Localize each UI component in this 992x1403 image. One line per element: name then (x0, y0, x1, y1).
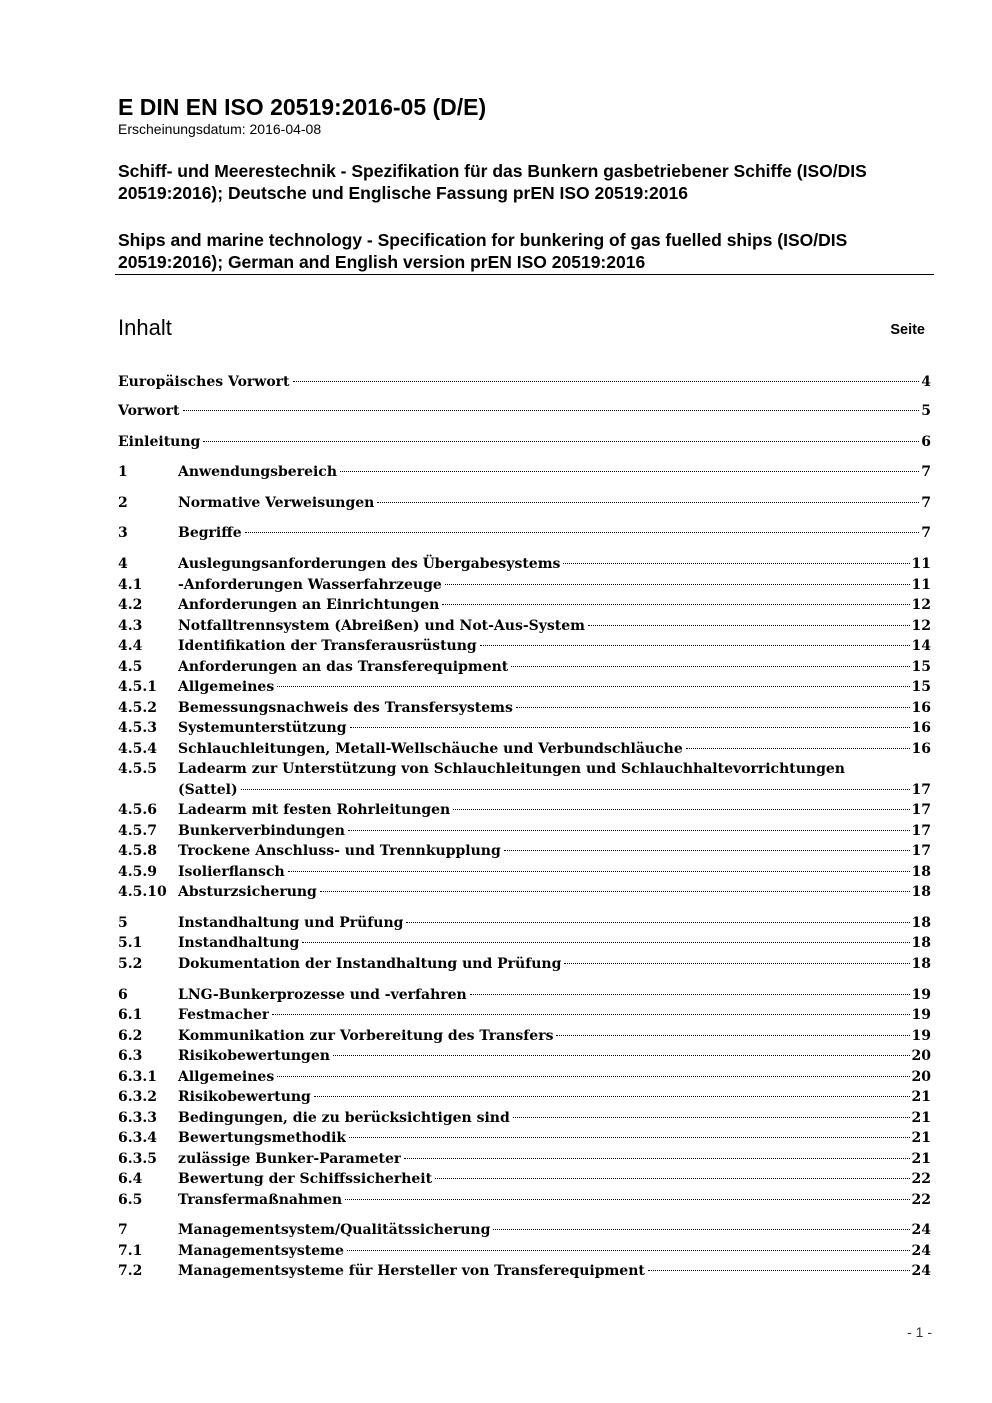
toc-entry-number: 5.2 (118, 956, 143, 972)
title-english: Ships and marine technology - Specification for bunkering of gas fuelled ships (ISO/DIS 20519:2016); German and English version prEN ISO 20519:2016 (118, 230, 848, 272)
toc-entry-number: 4.5.2 (118, 700, 157, 716)
toc-entry-title: LNG-Bunkerprozesse und -verfahren (178, 987, 467, 1003)
toc-entry-title: Allgemeines (178, 679, 275, 695)
toc-entry-number: 5.1 (118, 935, 143, 951)
toc-dot-leader (288, 870, 910, 872)
toc-entry-title: Ladearm mit festen Rohrleitungen (178, 802, 451, 818)
toc-dot-leader (203, 440, 919, 442)
toc-entry-page: 5 (921, 403, 931, 419)
toc-entry-title: Anforderungen an das Transferequipment (178, 659, 509, 675)
toc-entry-number: 4.5.9 (118, 864, 157, 880)
toc-entry[interactable] (118, 575, 931, 596)
toc-entry[interactable] (118, 595, 931, 616)
toc-entry-number: 4.4 (118, 638, 143, 654)
toc-entry-page: 24 (911, 1263, 931, 1279)
toc-entry-number: 4.5.3 (118, 720, 157, 736)
toc-entry-title: Begriffe (178, 525, 242, 541)
toc-entry-page: 17 (911, 802, 931, 818)
toc-entry-title: Bedingungen, die zu berücksichtigen sind (178, 1110, 510, 1126)
toc-dot-leader (293, 380, 920, 382)
toc-dot-leader (241, 788, 910, 790)
toc-entry-page: 16 (911, 700, 931, 716)
toc-entry-page: 15 (911, 659, 931, 675)
toc-entry-title: Identifikation der Transferausrüstung (178, 638, 477, 654)
toc-dot-leader (377, 501, 919, 503)
toc-entry[interactable] (118, 718, 931, 739)
toc-dot-leader (648, 1269, 910, 1271)
toc-entry-title: Einleitung (118, 434, 201, 450)
toc-entry-number: 4.2 (118, 597, 143, 613)
toc-entry[interactable] (118, 1169, 931, 1190)
toc-entry-page: 12 (911, 597, 931, 613)
toc-entry-page: 17 (911, 782, 931, 798)
toc-entry-title: Bewertungsmethodik (178, 1130, 347, 1146)
toc-entry-page: 12 (911, 618, 931, 634)
toc-entry-title: Bewertung der Schiffssicherheit (178, 1171, 433, 1187)
toc-dot-leader (588, 624, 910, 626)
toc-dot-leader (404, 1157, 909, 1159)
toc-dot-leader (511, 665, 909, 667)
toc-entry-title: Instandhaltung und Prüfung (178, 915, 404, 931)
toc-dot-leader (442, 603, 909, 605)
toc-entry-title: Anwendungsbereich (178, 464, 337, 480)
toc-entry[interactable] (118, 1087, 931, 1108)
toc-dot-leader (563, 562, 909, 564)
toc-entry-page: 15 (911, 679, 931, 695)
toc-entry[interactable] (118, 913, 931, 934)
toc-entry[interactable] (118, 1261, 931, 1282)
toc-entry-number: 6.2 (118, 1028, 143, 1044)
toc-entry-title: Bemessungsnachweis des Transfersystems (178, 700, 513, 716)
toc-entry-page: 7 (921, 464, 931, 480)
toc-entry[interactable] (118, 554, 931, 575)
toc-entry-title: Risikobewertungen (178, 1048, 330, 1064)
toc-heading: Inhalt (118, 315, 172, 340)
toc-entry-page: 19 (911, 1007, 931, 1023)
toc-entry[interactable] (118, 636, 931, 657)
toc-entry-page: 7 (921, 495, 931, 511)
toc-entry-number: 4.5.5 (118, 761, 157, 777)
toc-entry-title: Transfermaßnahmen (178, 1192, 343, 1208)
toc-entry-title: Dokumentation der Instandhaltung und Prüfung (178, 956, 562, 972)
toc-entry-page: 6 (921, 434, 931, 450)
toc-entry-number: 6.3.4 (118, 1130, 157, 1146)
toc-entry-number: 6.1 (118, 1007, 143, 1023)
toc-entry-number: 6 (118, 987, 128, 1003)
toc-entry[interactable] (118, 462, 931, 483)
toc-entry-page: 24 (911, 1222, 931, 1238)
toc-entry-title: Isolierflansch (178, 864, 285, 880)
toc-entry-number: 6.3.1 (118, 1069, 157, 1085)
toc-entry-title: Schlauchleitungen, Metall-Wellschäuche und Verbundschläuche (178, 741, 683, 757)
toc-entry-page: 24 (911, 1243, 931, 1259)
toc-entry-number: 7 (118, 1222, 128, 1238)
toc-entry-page: 18 (911, 884, 931, 900)
toc-dot-leader (406, 921, 909, 923)
toc-entry-title: Managementsystem/Qualitätssicherung (178, 1222, 491, 1238)
toc-entry-page: 16 (911, 720, 931, 736)
toc-dot-leader (504, 849, 910, 851)
toc-entry-page: 20 (911, 1048, 931, 1064)
toc-entry-page: 19 (911, 1028, 931, 1044)
toc-entry-number: 4.5.7 (118, 823, 157, 839)
toc-dot-leader (349, 1136, 909, 1138)
toc-dot-leader (345, 1198, 909, 1200)
toc-entry-page: 17 (911, 843, 931, 859)
toc-entry[interactable] (118, 401, 931, 422)
toc-dot-leader (302, 941, 909, 943)
toc-entry-title: Managementsysteme für Hersteller von Transferequipment (178, 1263, 645, 1279)
toc-entry-page: 18 (911, 864, 931, 880)
toc-entry-page: 17 (911, 823, 931, 839)
toc-entry-page: 18 (911, 935, 931, 951)
toc-entry-page: 21 (911, 1089, 931, 1105)
toc-entry[interactable] (118, 432, 931, 453)
toc-dot-leader (435, 1177, 909, 1179)
toc-dot-leader (686, 747, 910, 749)
toc-dot-leader (493, 1228, 909, 1230)
toc-entry-title: Managementsysteme (178, 1243, 344, 1259)
toc-entry-title: Europäisches Vorwort (118, 374, 290, 390)
toc-entry[interactable] (118, 882, 931, 903)
toc-dot-leader (245, 531, 920, 533)
toc-entry-page: 16 (911, 741, 931, 757)
toc-entry[interactable] (118, 954, 931, 975)
toc-entry-page: 18 (911, 915, 931, 931)
toc-dot-leader (470, 993, 910, 995)
toc-entry-page: 14 (911, 638, 931, 654)
toc-entry[interactable] (118, 1190, 931, 1211)
toc-entry-page: 22 (911, 1171, 931, 1187)
toc-entry[interactable] (118, 372, 931, 393)
toc-entry[interactable] (118, 523, 931, 544)
toc-entry-title: Bunkerverbindungen (178, 823, 345, 839)
toc-entry-title: Instandhaltung (178, 935, 300, 951)
toc-entry-number: 4.5.6 (118, 802, 157, 818)
toc-entry[interactable] (118, 1067, 931, 1088)
toc-entry-title: Notfalltrennsystem (Abreißen) und Not-Aus-System (178, 618, 585, 634)
toc-entry[interactable] (118, 493, 931, 514)
toc-entry-number: 4.1 (118, 577, 143, 593)
toc-entry-number: 2 (118, 495, 128, 511)
toc-entry-number: 6.3.3 (118, 1110, 157, 1126)
toc-entry-number: 7.2 (118, 1263, 143, 1279)
toc-entry-title: -Anforderungen Wasserfahrzeuge (178, 577, 442, 593)
toc-entry[interactable] (118, 1128, 931, 1149)
toc-dot-leader (350, 726, 910, 728)
toc-entry-number: 4.5.8 (118, 843, 157, 859)
toc-dot-leader (320, 890, 910, 892)
toc-entry-page: 18 (911, 956, 931, 972)
toc-entry-title: Normative Verweisungen (178, 495, 375, 511)
toc-entry[interactable] (118, 1005, 931, 1026)
toc-entry-page: 4 (921, 374, 931, 390)
toc-entry-page: 11 (911, 577, 931, 593)
toc-entry-page: 7 (921, 525, 931, 541)
toc-dot-leader (347, 1249, 910, 1251)
toc-entry-title: Vorwort (118, 403, 180, 419)
toc-dot-leader (564, 962, 909, 964)
toc-entry-page: 21 (911, 1130, 931, 1146)
toc-entry-title: zulässige Bunker-Parameter (178, 1151, 402, 1167)
toc-page-label: Seite (890, 322, 925, 338)
toc-entry-page: 20 (911, 1069, 931, 1085)
toc-entry-number: 7.1 (118, 1243, 143, 1259)
toc-entry-title: Systemunterstützung (178, 720, 347, 736)
toc-entry[interactable] (118, 657, 931, 678)
toc-entry[interactable] (118, 800, 931, 821)
toc-entry-number: 4.3 (118, 618, 143, 634)
toc-entry-title: Anforderungen an Einrichtungen (178, 597, 440, 613)
toc-entry-number: 4 (118, 556, 128, 572)
header-rule (115, 274, 934, 275)
toc-entry[interactable] (118, 1046, 931, 1067)
toc-entry[interactable] (118, 933, 931, 954)
toc-dot-leader (333, 1054, 910, 1056)
toc-entry-number: 6.3.5 (118, 1151, 157, 1167)
toc-dot-leader (516, 706, 910, 708)
toc-entry-title-continued: (Sattel) (178, 782, 238, 798)
toc-entry-number: 6.4 (118, 1171, 143, 1187)
toc-entry-page: 19 (911, 987, 931, 1003)
toc-dot-leader (340, 470, 919, 472)
toc-dot-leader (272, 1013, 909, 1015)
toc-entry-number: 6.5 (118, 1192, 143, 1208)
toc-entry-number: 4.5.1 (118, 679, 157, 695)
toc-entry-title: Trockene Anschluss- und Trennkupplung (178, 843, 501, 859)
toc-entry-number: 3 (118, 525, 128, 541)
toc-dot-leader (277, 685, 909, 687)
toc-entry[interactable] (118, 1220, 931, 1241)
toc-entry[interactable] (118, 1026, 931, 1047)
toc-entry-number: 4.5.10 (118, 884, 167, 900)
toc-entry-number: 4.5.4 (118, 741, 157, 757)
toc-dot-leader (453, 808, 909, 810)
document-title: E DIN EN ISO 20519:2016-05 (D/E) (118, 94, 487, 120)
toc-entry[interactable] (118, 1149, 931, 1170)
toc-entry[interactable] (118, 677, 931, 698)
toc-dot-leader (480, 644, 910, 646)
toc-entry-page: 22 (911, 1192, 931, 1208)
toc-entry[interactable] (118, 1108, 931, 1129)
toc-entry[interactable] (118, 841, 931, 862)
toc-dot-leader (348, 829, 910, 831)
toc-entry[interactable] (118, 862, 931, 883)
toc-entry-title: Ladearm zur Unterstützung von Schlauchleitungen und Schlauchhaltevorrichtungen (178, 761, 845, 777)
toc-entry-page: 21 (911, 1151, 931, 1167)
toc-entry-page: 11 (911, 556, 931, 572)
page-number: - 1 - (907, 1324, 932, 1340)
toc-entry[interactable] (118, 759, 931, 801)
toc-entry-title: Kommunikation zur Vorbereitung des Transfers (178, 1028, 554, 1044)
toc-entry-page: 21 (911, 1110, 931, 1126)
toc-entry[interactable] (118, 698, 931, 719)
toc-entry-number: 4.5 (118, 659, 143, 675)
toc-entry-title: Allgemeines (178, 1069, 275, 1085)
toc-entry[interactable] (118, 616, 931, 637)
toc-entry[interactable] (118, 985, 931, 1006)
toc-entry-title: Absturzsicherung (178, 884, 317, 900)
toc-entry[interactable] (118, 821, 931, 842)
toc-dot-leader (277, 1075, 909, 1077)
toc-entry-title: Risikobewertung (178, 1089, 311, 1105)
toc-dot-leader (314, 1095, 910, 1097)
toc-entry-number: 5 (118, 915, 128, 931)
publication-date: Erscheinungsdatum: 2016-04-08 (118, 121, 322, 137)
toc-dot-leader (556, 1034, 909, 1036)
toc-entry-number: 6.3 (118, 1048, 143, 1064)
toc-dot-leader (513, 1116, 910, 1118)
title-german: Schiff- und Meerestechnik - Spezifikation für das Bunkern gasbetriebener Schiffe (ISO/DIS 20519:2016); Deutsche und Englische Fassung prEN ISO 20519:2016 (118, 161, 867, 203)
toc-dot-leader (445, 583, 910, 585)
toc-entry[interactable] (118, 739, 931, 760)
toc-entry-number: 1 (118, 464, 128, 480)
toc-entry-title: Auslegungsanforderungen des Übergabesystems (178, 556, 561, 572)
toc-entry-number: 6.3.2 (118, 1089, 157, 1105)
toc-entry-title: Festmacher (178, 1007, 270, 1023)
toc-dot-leader (183, 409, 920, 411)
toc-entry[interactable] (118, 1241, 931, 1262)
